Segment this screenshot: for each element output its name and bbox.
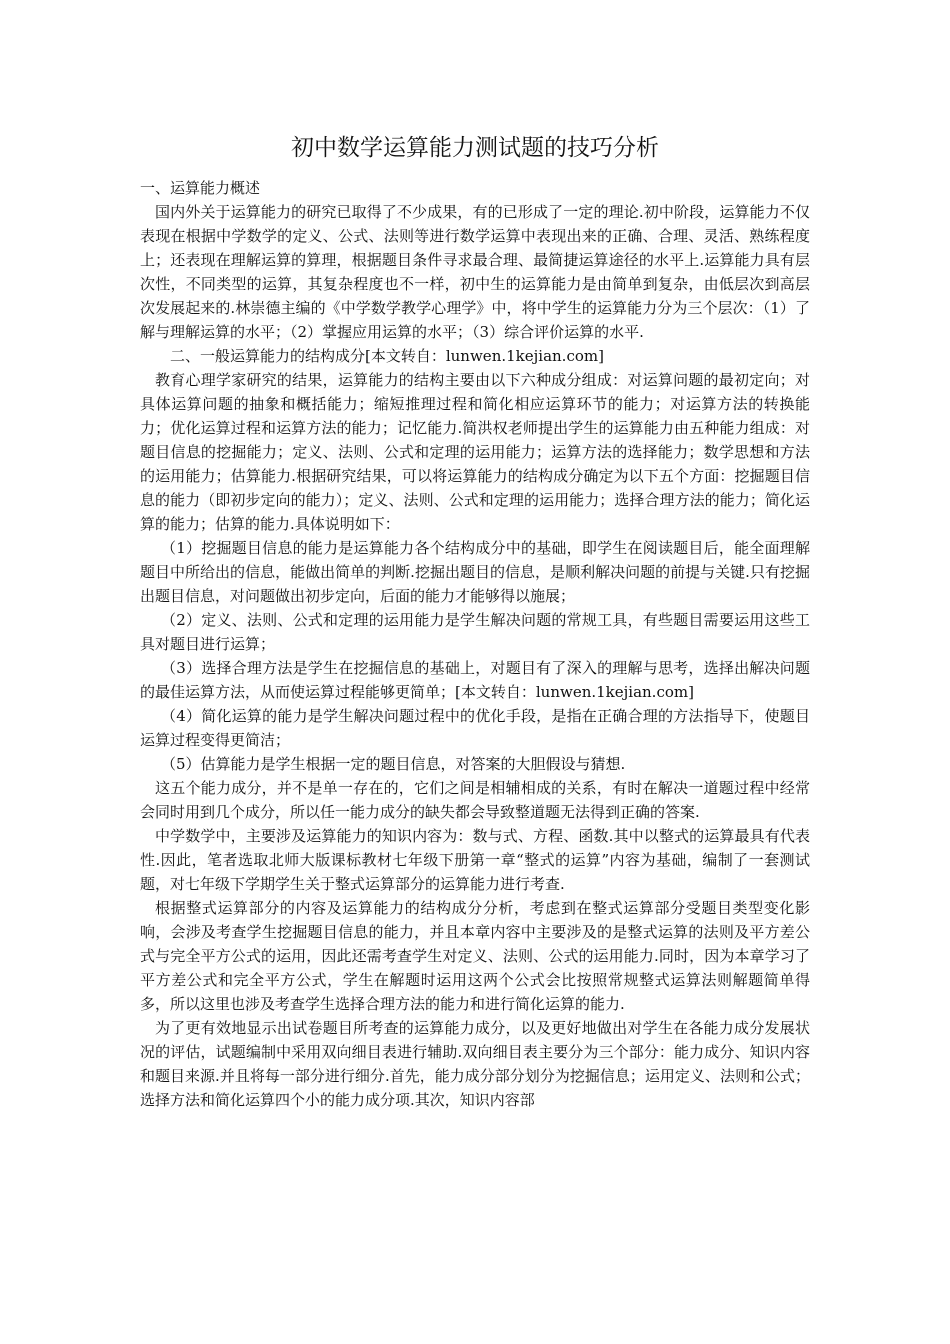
list-item: （4）简化运算的能力是学生解决问题过程中的优化手段，是指在正确合理的方法指导下，使题目运算过程变得更简洁； (140, 707, 810, 749)
list-item: （3）选择合理方法是学生在挖掘信息的基础上，对题目有了深入的理解与思考，选择出解决问题的最佳运算方法，从而使运算过程能够更简单；[本文转自：lunwen.1kejian.com] (140, 659, 810, 701)
section-heading-structure: 二、一般运算能力的结构成分[本文转自：lunwen.1kejian.com] (170, 347, 604, 365)
section-heading-overview: 一、运算能力概述 (140, 179, 261, 197)
document-page (140, 132, 810, 1112)
list-item: （1）挖掘题目信息的能力是运算能力各个结构成分中的基础，即学生在阅读题目后，能全面理解题目中所给出的信息，能做出简单的判断.挖掘出题目的信息，是顺利解决问题的前提与关键.只有挖掘出题目信息，对问题做出初步定向，后面的能力才能够得以施展； (140, 539, 810, 605)
document-title: 初中数学运算能力测试题的技巧分析 (291, 135, 659, 161)
paragraph-structure: 教育心理学家研究的结果，运算能力的结构主要由以下六种成分组成：对运算问题的最初定向；对具体运算问题的抽象和概括能力；缩短推理过程和简化相应运算环节的能力；对运算方法的转换能力；优化运算过程和运算方法的能力；记忆能力.简洪权老师提出学生的运算能力由五种能力组成：对题目信息的挖掘能力；定义、法则、公式和定理的运用能力；运算方法的选择能力；数学思想和方法的运用能力；估算能力.根据研究结果，可以将运算能力的结构成分确定为以下五个方面：挖掘题目信息的能力（即初步定向的能力）；定义、法则、公式和定理的运用能力；选择合理方法的能力；简化运算的能力；估算的能力.具体说明如下： (140, 371, 810, 533)
paragraph-table: 为了更有效地显示出试卷题目所考查的运算能力成分，以及更好地做出对学生在各能力成分发展状况的评估，试题编制中采用双向细目表进行辅助.双向细目表主要分为三个部分：能力成分、知识内容和题目来源.并且将每一部分进行细分.首先，能力成分部分划分为挖掘信息；运用定义、法则和公式；选择方法和简化运算四个小的能力成分项.其次，知识内容部 (140, 1019, 810, 1109)
list-item: （5）估算能力是学生根据一定的题目信息，对答案的大胆假设与猜想. (161, 755, 626, 773)
paragraph-analysis: 根据整式运算部分的内容及运算能力的结构成分分析，考虑到在整式运算部分受题目类型变化影响，会涉及考查学生挖掘题目信息的能力，并且本章内容中主要涉及的是整式运算的法则及平方差公式与完全平方公式的运用，因此还需考查学生对定义、法则、公式的运用能力.同时，因为本章学习了平方差公式和完全平方公式，学生在解题时运用这两个公式会比按照常规整式运算法则解题简单得多，所以这里也涉及考查学生选择合理方法的能力和进行简化运算的能力. (140, 899, 810, 1013)
paragraph-overview: 国内外关于运算能力的研究已取得了不少成果，有的已形成了一定的理论.初中阶段，运算能力不仅表现在根据中学数学的定义、公式、法则等进行数学运算中表现出来的正确、合理、灵活、熟练程度上；还表现在理解运算的算理，根据题目条件寻求最合理、最简捷运算途径的水平上.运算能力具有层次性，不同类型的运算，其复杂程度也不一样，初中生的运算能力是由简单到复杂，由低层次到高层次发展起来的.林崇德主编的《中学数学教学心理学》中，将中学生的运算能力分为三个层次：（1）了解与理解运算的水平；（2）掌握应用运算的水平；（3）综合评价运算的水平. (140, 203, 810, 341)
paragraph-relation: 这五个能力成分，并不是单一存在的，它们之间是相辅相成的关系，有时在解决一道题过程中经常会同时用到几个成分，所以任一能力成分的缺失都会导致整道题无法得到正确的答案. (140, 779, 810, 821)
paragraph-content: 中学数学中，主要涉及运算能力的知识内容为：数与式、方程、函数.其中以整式的运算最具有代表性.因此，笔者选取北师大版课标教材七年级下册第一章“整式的运算”内容为基础，编制了一套测试题，对七年级下学期学生关于整式运算部分的运算能力进行考查. (140, 827, 810, 893)
list-item: （2）定义、法则、公式和定理的运用能力是学生解决问题的常规工具，有些题目需要运用这些工具对题目进行运算； (140, 611, 810, 653)
